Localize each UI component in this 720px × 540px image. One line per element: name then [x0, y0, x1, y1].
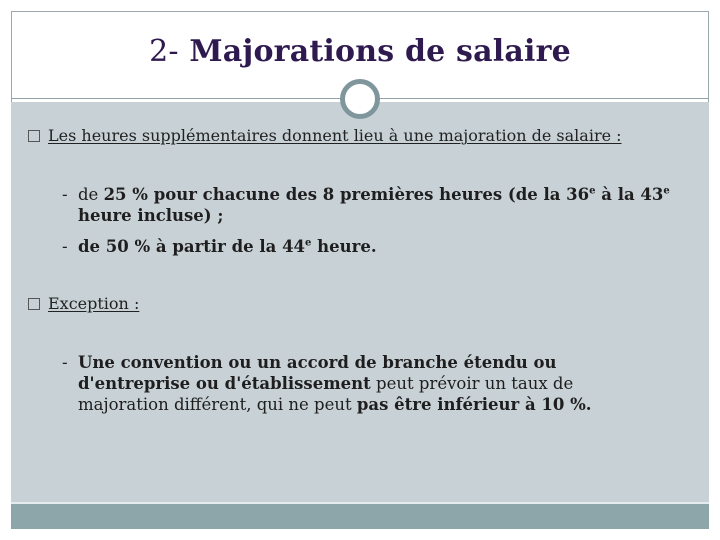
sub-bold: heure.: [311, 237, 377, 256]
dash-marker: -: [62, 237, 68, 256]
sub-text: peut prévoir un taux de majoration différent, qui ne peut: [78, 374, 574, 414]
title-text: Majorations de salaire: [189, 34, 571, 69]
dash-marker: -: [62, 185, 68, 204]
bullet-label: Les heures supplémentaires donnent lieu à une majoration de salaire :: [48, 126, 622, 145]
sup-e: e: [305, 237, 312, 249]
title-number: 2-: [149, 34, 179, 69]
sub-item-50-percent: [62, 236, 688, 257]
sub-bold: pas être inférieur à 10 %.: [356, 395, 592, 414]
sub-bold: à la 43: [595, 185, 664, 204]
bullet-exception: [28, 294, 139, 313]
sub-text: de: [78, 185, 104, 204]
sub-bold: heure incluse) ;: [78, 206, 224, 225]
sub-bold: 25 % pour chacune des 8 premières heures (de la 36: [103, 185, 590, 204]
sub-item-25-percent: [62, 184, 688, 226]
checkbox-bullet-icon: [28, 298, 40, 310]
dash-marker: -: [62, 353, 68, 372]
checkbox-bullet-icon: [28, 130, 40, 142]
divider-ring-ornament: [340, 79, 380, 119]
footer-bar: [11, 502, 709, 529]
sub-item-exception: [62, 352, 658, 415]
slide-title: [0, 34, 720, 69]
sub-bold: de 50 % à partir de la 44: [78, 237, 306, 256]
sup-e: e: [663, 185, 670, 197]
sup-e: e: [589, 185, 596, 197]
sub-bold: Une convention ou un accord de branche étendu ou d'entreprise ou d'établissement: [78, 353, 557, 393]
bullet-label: Exception :: [48, 294, 140, 313]
bullet-majoration: [28, 126, 622, 145]
